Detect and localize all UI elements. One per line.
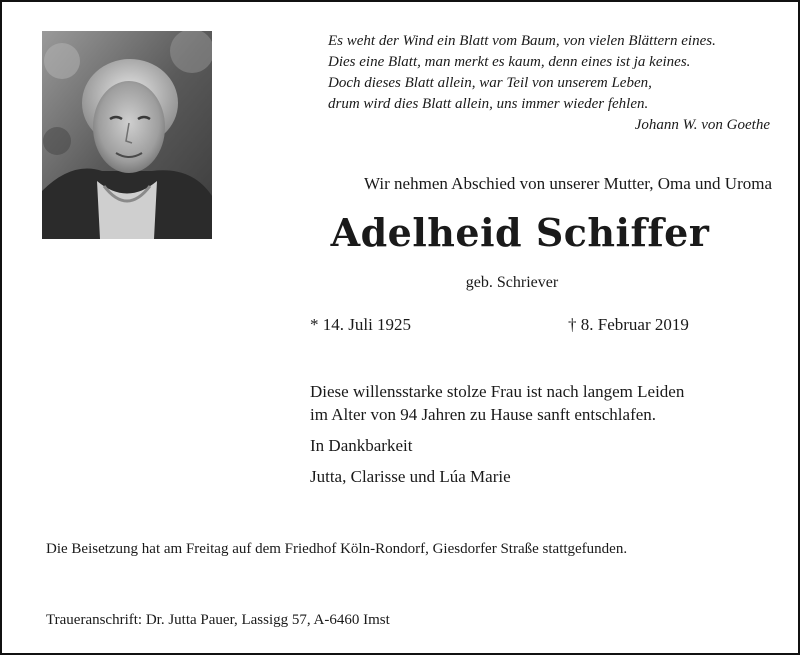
deceased-name: Adelheid Schiffer xyxy=(330,210,710,255)
poem-line: Doch dieses Blatt allein, war Teil von unserem Leben, xyxy=(328,75,652,91)
message-line: im Alter von 94 Jahren zu Hause sanft entschlafen. xyxy=(310,405,657,424)
maiden-name: geb. Schriever xyxy=(465,274,559,291)
poem-line: Es weht der Wind ein Blatt vom Baum, von vielen Blättern eines. xyxy=(328,33,716,49)
poem-author: Johann W. von Goethe xyxy=(634,117,770,133)
mourning-address: Traueranschrift: Dr. Jutta Pauer, Lassigg 57, A-6460 Imst xyxy=(46,612,390,628)
death-date: † 8. Februar 2019 xyxy=(568,315,689,334)
poem-line: Dies eine Blatt, man merkt es kaum, denn eines ist ja keines. xyxy=(328,54,691,70)
message-line: Diese willensstarke stolze Frau ist nach langem Leiden xyxy=(310,382,685,401)
farewell-intro: Wir nehmen Abschied von unserer Mutter, Oma und Uroma xyxy=(364,174,772,193)
portrait-photo xyxy=(42,31,212,239)
gratitude-line: In Dankbarkeit xyxy=(310,436,413,455)
funeral-note: Die Beisetzung hat am Freitag auf dem Friedhof Köln-Rondorf, Giesdorfer Straße stattgefunden. xyxy=(46,541,628,557)
poem xyxy=(328,31,773,136)
birth-date: * 14. Juli 1925 xyxy=(310,315,412,334)
poem-line: drum wird dies Blatt allein, uns immer wieder fehlen. xyxy=(328,96,649,112)
memorial-message xyxy=(310,380,770,426)
family-names: Jutta, Clarisse und Lúa Marie xyxy=(310,467,511,486)
